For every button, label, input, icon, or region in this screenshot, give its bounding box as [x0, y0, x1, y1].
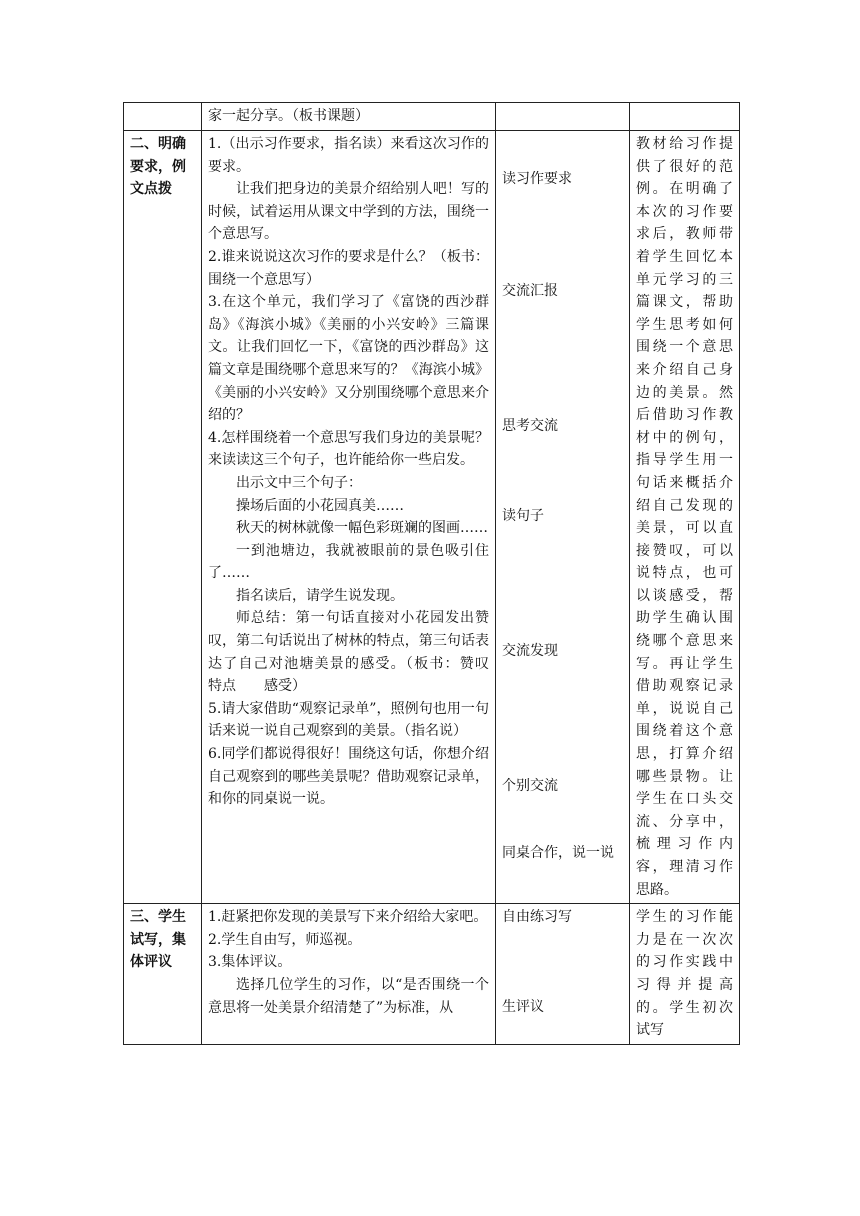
- student-activity: 读句子: [502, 508, 544, 524]
- activity-cell: [496, 103, 630, 131]
- content-paragraph: 指名读后，请学生说发现。: [236, 587, 404, 604]
- student-activity: 同桌合作，说一说: [502, 845, 614, 861]
- content-paragraph: 出示文中三个句子：: [236, 474, 362, 491]
- content-cell: [202, 904, 496, 1045]
- stage-title: 三、学生试写，集体评议: [130, 909, 186, 971]
- content-paragraph: 3.集体评议。: [208, 954, 292, 971]
- content-paragraph: 秋天的树林就像一幅色彩斑斓的图画……: [236, 520, 488, 537]
- stage-cell: [124, 904, 202, 1045]
- content-paragraph: 师总结：第一句话直接对小花园发出赞叹，第二句话说出了树林的特点，第三句话表达了自己对池塘美景的感受。（板书：赞叹 特点 感受）: [208, 610, 517, 695]
- content-paragraph: 选择几位学生的习作，以“是否围绕一个意思将一处美景介绍清楚了”为标准，从: [208, 976, 489, 1016]
- student-activity: 交流汇报: [502, 283, 558, 299]
- content-paragraph: 5.请大家借助“观察记录单”，照例句也用一句话来说一说自己观察到的美景。（指名说）: [208, 700, 489, 740]
- design-note: 教材给习作提供了很好的范例。在明确了本次的习作要求后，教师带着学生回忆本单元学习的三篇课文，帮助学生思考如何围绕一个意思来介绍自己身边的美景。然后借助习作教材中的例句，指导学生用一句话来概括介绍自己发现的美景，可以直接赞叹，可以说特点，也可以谈感受，帮助学生确认围绕哪个意思来写。再让学生借助观察记录单，说说自己围绕着这个意思，打算介绍哪些景物。让学生在口头交流、分享中，梳理习作内容，理清习作思路。: [636, 136, 733, 898]
- stage-cell: [124, 131, 202, 904]
- lesson-plan-table: [123, 102, 740, 1045]
- content-paragraph: 让我们把身边的美景介绍给别人吧！写的时候，试着运用从课文中学到的方法，围绕一个意思写。: [208, 181, 489, 243]
- student-activity: 自由练习写: [502, 909, 572, 926]
- content-cell: [202, 103, 496, 131]
- content-paragraph: 1.赶紧把你发现的美景写下来介绍给大家吧。: [208, 909, 488, 926]
- content-paragraph: 6.同学们都说得很好！围绕这句话，你想介绍自己观察到的哪些美景呢？借助观察记录单，和你的同桌说一说。: [208, 746, 489, 808]
- student-activity: 思考交流: [502, 418, 558, 434]
- note-cell: [630, 103, 740, 131]
- stage-title: 二、明确要求，例文点拨: [130, 136, 186, 198]
- content-paragraph: 2.学生自由写，师巡视。: [208, 931, 362, 948]
- student-activity: 生评议: [502, 999, 544, 1016]
- stage-cell: [124, 103, 202, 131]
- table-row: [124, 131, 740, 904]
- design-note: 学生的习作能力是在一次次的习作实践中习得并提高的。学生初次试写: [636, 909, 733, 1039]
- student-activity: 个别交流: [502, 778, 558, 794]
- activity-cell: [496, 131, 630, 904]
- table-row: [124, 904, 740, 1045]
- content-paragraph: 1.（出示习作要求，指名读）来看这次习作的要求。: [208, 136, 489, 175]
- content-paragraph: 操场后面的小花园真美……: [236, 497, 404, 514]
- content-paragraph: 家一起分享。（板书课题）: [208, 108, 369, 124]
- note-cell: [630, 131, 740, 904]
- note-cell: [630, 904, 740, 1045]
- content-cell: [202, 131, 517, 904]
- content-paragraph: 4.怎样围绕着一个意思写我们身边的美景呢？来读读这三个句子，也许能给你一些启发。: [208, 429, 489, 469]
- table-row: [124, 103, 740, 131]
- student-activity: 交流发现: [502, 643, 558, 659]
- content-paragraph: 一到池塘边，我就被眼前的景色吸引住了……: [208, 542, 489, 582]
- content-paragraph: 2.谁来说说这次习作的要求是什么？（板书：围绕一个意思写）: [208, 248, 489, 288]
- activity-cell: [496, 904, 630, 1045]
- content-paragraph: 3.在这个单元，我们学习了《富饶的西沙群岛》《海滨小城》《美丽的小兴安岭》三篇课文。让我们回忆一下，《富饶的西沙群岛》这篇文章是围绕哪个意思来写的？《海滨小城》《美丽的小兴安岭》又分别围绕哪个意思来介绍的？: [208, 294, 489, 424]
- student-activity: 读习作要求: [502, 171, 572, 187]
